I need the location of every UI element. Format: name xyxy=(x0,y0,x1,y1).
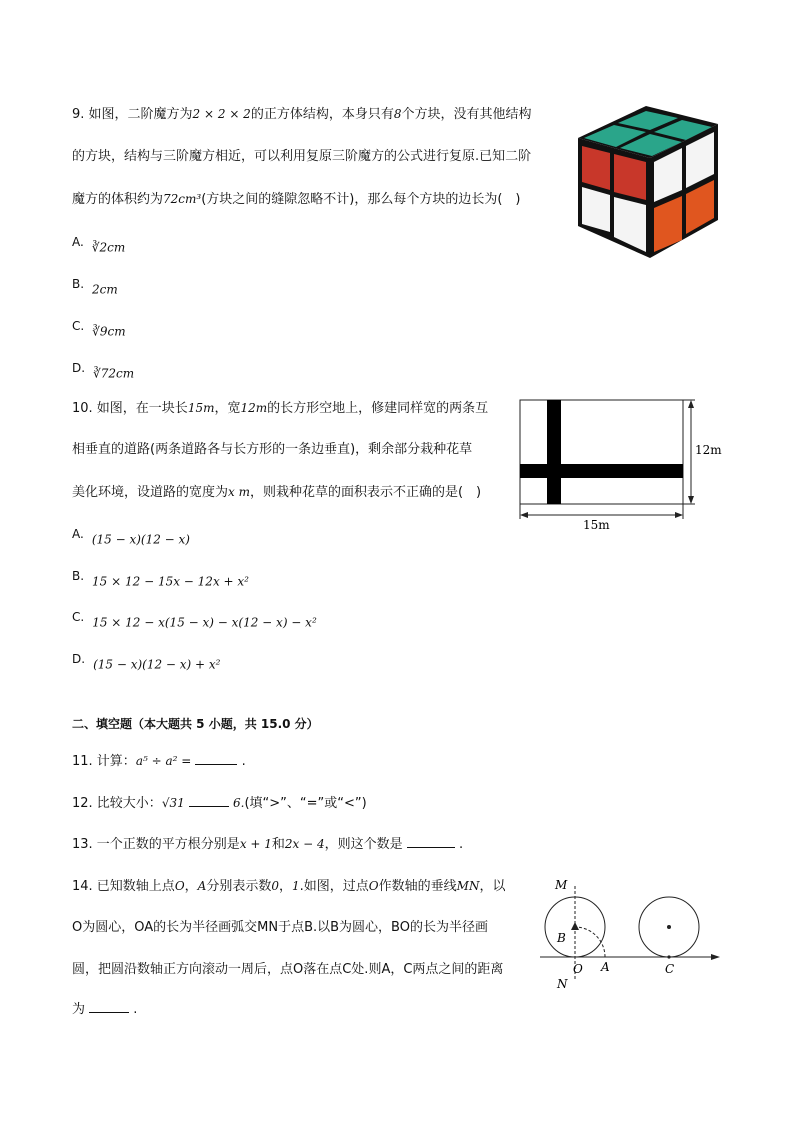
q9-option-c: C. ∛9cm xyxy=(72,319,126,339)
q10-rectangle-figure xyxy=(515,393,725,533)
q9-line-3: 魔方的体积约为72cm³(方块之间的缝隙忽略不计)，那么每个方块的边长为( ) xyxy=(72,192,521,207)
q9-line-2: 的方块，结构与三阶魔方相近，可以利用复原三阶魔方的公式进行复原.已知二阶 xyxy=(72,149,532,164)
field-rectangle xyxy=(520,400,683,504)
q10-option-d: D. (15 − x)(12 − x) + x² xyxy=(72,652,221,672)
q9-option-a: A. ∛2cm xyxy=(72,235,126,255)
rubiks-cube-image xyxy=(572,100,722,260)
width-label: 15m xyxy=(583,518,610,532)
horizontal-road xyxy=(520,464,683,478)
q11-line: 11. 计算：a⁵ ÷ a² = . xyxy=(72,754,246,769)
q10-line-2: 相垂直的道路(两条道路各与长方形的一条边垂直)，剩余部分栽种花草 xyxy=(72,442,473,457)
label-o: O xyxy=(573,962,583,976)
q14-line-1: 14. 已知数轴上点O，A分别表示数0，1.如图，过点O作数轴的垂线MN，以 xyxy=(72,879,506,894)
rolled-circle-center xyxy=(667,925,671,929)
q10-option-b: B. 15 × 12 − 15x − 12x + x² xyxy=(72,569,249,589)
vertical-road xyxy=(547,400,561,504)
q14-number-line-figure xyxy=(535,872,725,992)
q13-answer-blank[interactable] xyxy=(407,835,455,848)
q10-line-3: 美化环境，设道路的宽度为x m，则栽种花草的面积表示不正确的是( ) xyxy=(72,485,482,500)
label-b: B xyxy=(557,931,566,945)
q14-line-3: 圆，把圆沿数轴正方向滚动一周后，点O落在点C处.则A，C两点之间的距离 xyxy=(72,962,504,977)
q10-option-c: C. 15 × 12 − x(15 − x) − x(12 − x) − x² xyxy=(72,610,317,630)
section-title: 二、填空题（本大题共 5 小题，共 15.0 分） xyxy=(72,717,319,731)
label-m: M xyxy=(555,878,568,892)
q9-option-d: D. ∛72cm xyxy=(72,361,135,381)
label-c: C xyxy=(665,962,675,976)
q14-line-2: O为圆心，OA的长为半径画弧交MN于点B.以B为圆心，BO的长为半径画 xyxy=(72,920,488,935)
label-n: N xyxy=(557,977,568,991)
height-label: 12m xyxy=(695,443,722,457)
q10-option-a: A. (15 − x)(12 − x) xyxy=(72,527,190,547)
q13-line: 13. 一个正数的平方根分别是x + 1和2x − 4，则这个数是 . xyxy=(72,837,464,852)
q10-line-1: 10. 如图，在一块长15m，宽12m的长方形空地上，修建同样宽的两条互 xyxy=(72,401,489,416)
q14-answer-blank[interactable] xyxy=(89,1000,129,1013)
q12-answer-blank[interactable] xyxy=(189,794,229,807)
q9-line-1: 9. 如图，二阶魔方为2 × 2 × 2的正方体结构，本身只有8个方块，没有其他结构 xyxy=(72,107,532,122)
q9-option-b: B. 2cm xyxy=(72,277,118,297)
axis-arrow xyxy=(711,954,720,960)
label-a: A xyxy=(601,960,610,974)
q11-answer-blank[interactable] xyxy=(195,752,237,765)
q12-line: 12. 比较大小：√31 6.(填“>”、“=”或“<”) xyxy=(72,796,367,811)
q14-line-4: 为 . xyxy=(72,1002,138,1017)
